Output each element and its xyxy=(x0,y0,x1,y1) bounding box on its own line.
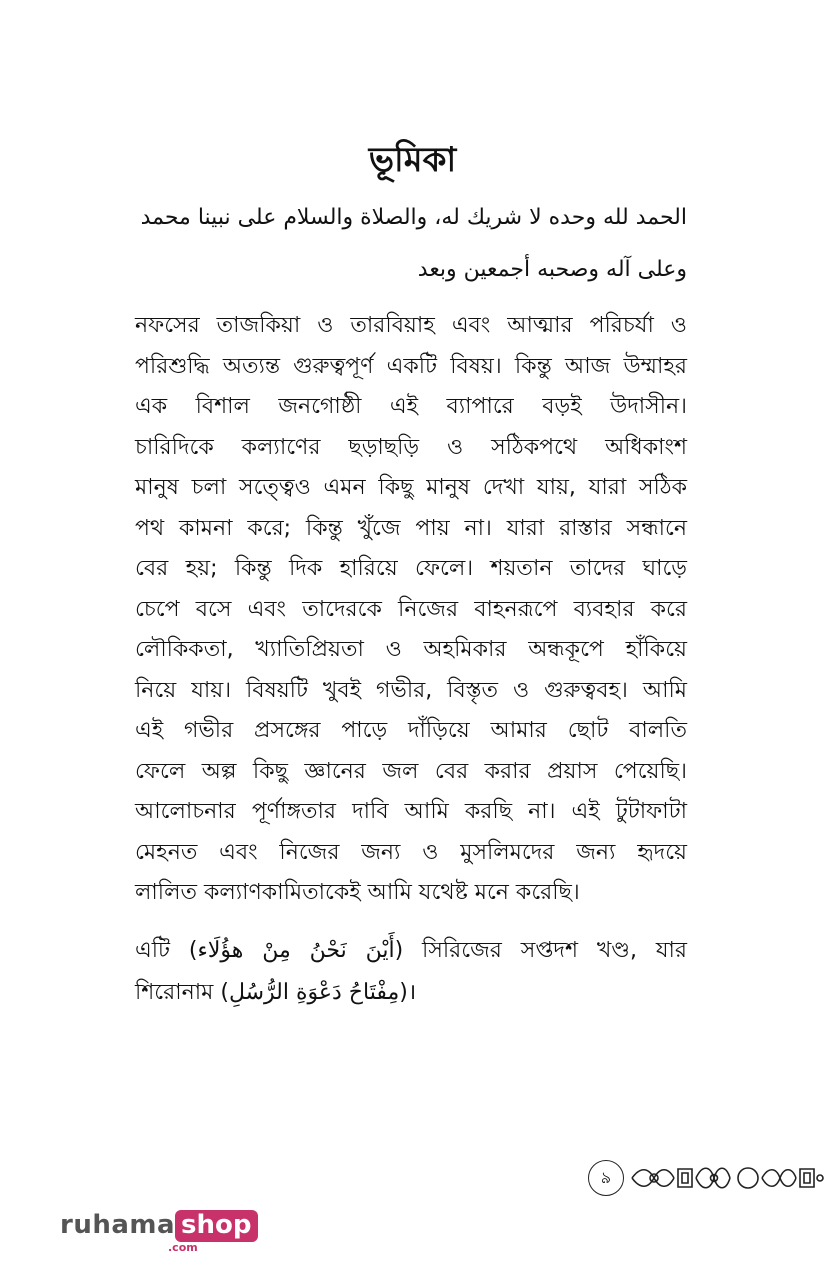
book-arabic-title: مِفْتَاحُ دَعْوَةِ الرُّسُلِ xyxy=(228,980,400,1005)
series-paragraph xyxy=(135,930,687,1014)
paragraph-line: লালিত কল্যাণকামিতাকেই আমি যথেষ্ট মনে করেছি। xyxy=(135,880,580,905)
paragraph-line: চারিদিকে কল্যাণের ছড়াছড়ি ও সঠিকপথে অধিকাংশ xyxy=(135,434,687,460)
paragraph-line: নফসের তাজকিয়া ও তারবিয়াহ এবং আত্মার পরিচর্যা ও xyxy=(135,313,687,338)
watermark-brand: ruhama xyxy=(60,1210,176,1240)
paragraph-line: এই গভীর প্রসঙ্গের পাড়ে দাঁড়িয়ে আমার ছোট বালতি xyxy=(135,718,687,743)
watermark-brand-box: shop xyxy=(175,1210,257,1242)
paragraph-line: পরিশুদ্ধি অত্যন্ত গুরুত্বপূর্ণ একটি বিষয়। কিন্তু আজ উম্মাহর xyxy=(135,353,687,379)
arabic-invocation xyxy=(135,192,687,296)
watermark-domain: .com xyxy=(168,1241,198,1254)
paragraph-line: লৌকিকতা, খ্যাতিপ্রিয়তা ও অহমিকার অন্ধকূপে হাঁকিয়ে xyxy=(135,637,687,662)
page-number: ৯ xyxy=(588,1160,624,1196)
arabic-invocation-line: الحمد لله وحده لا شريك له، والصلاة والسلام على نبينا محمد xyxy=(140,205,687,230)
paragraph-line: আলোচনার পূর্ণাঙ্গতার দাবি আমি করছি না। এই টুটাফাটা xyxy=(135,799,687,824)
page-footer xyxy=(588,1157,825,1199)
paragraph-line: মানুষ চলা সত্ত্বেও এমন কিছু মানুষ দেখা যায়, যারা সঠিক xyxy=(135,475,687,500)
ornament-icon xyxy=(630,1157,825,1199)
paragraph-line: বের হয়; কিন্তু দিক হারিয়ে ফেলে। শয়তান তাদের ঘাড়ে xyxy=(135,556,687,581)
paragraph-line: এক বিশাল জনগোষ্ঠী এই ব্যাপারে বড়ই উদাসীন। xyxy=(135,394,687,419)
paragraph-line: ফেলে অল্প কিছু জ্ঞানের জল বের করার প্রয়াস পেয়েছি। xyxy=(135,758,687,784)
series-text: )। xyxy=(399,980,417,1005)
series-text: শিরোনাম ( xyxy=(135,980,229,1005)
preface-paragraph xyxy=(135,306,687,914)
series-arabic-title: أَيْنَ نَحْنُ مِنْ هؤُلَاء xyxy=(197,938,395,963)
paragraph-line: নিয়ে যায়। বিষয়টি খুবই গভীর, বিস্তৃত ও গুরুত্ববহ। আমি xyxy=(135,677,687,703)
series-line xyxy=(135,930,687,972)
paragraph-line: পথ কামনা করে; কিন্তু খুঁজে পায় না। যারা রাস্তার সন্ধানে xyxy=(135,515,687,541)
page-title: ভূমিকা xyxy=(368,140,457,180)
paragraph-line: মেহনত এবং নিজের জন্য ও মুসলিমদের জন্য হৃদয়ে xyxy=(135,839,687,865)
series-text: ) সিরিজের সপ্তদশ খণ্ড, যার xyxy=(394,938,687,963)
series-text: এটি ( xyxy=(135,938,198,963)
arabic-invocation-line: وعلى آله وصحبه أجمعين وبعد xyxy=(417,257,687,282)
series-line xyxy=(135,972,687,1014)
watermark-logo xyxy=(60,1208,258,1258)
paragraph-line: চেপে বসে এবং তাদেরকে নিজের বাহনরূপে ব্যবহার করে xyxy=(135,596,687,622)
